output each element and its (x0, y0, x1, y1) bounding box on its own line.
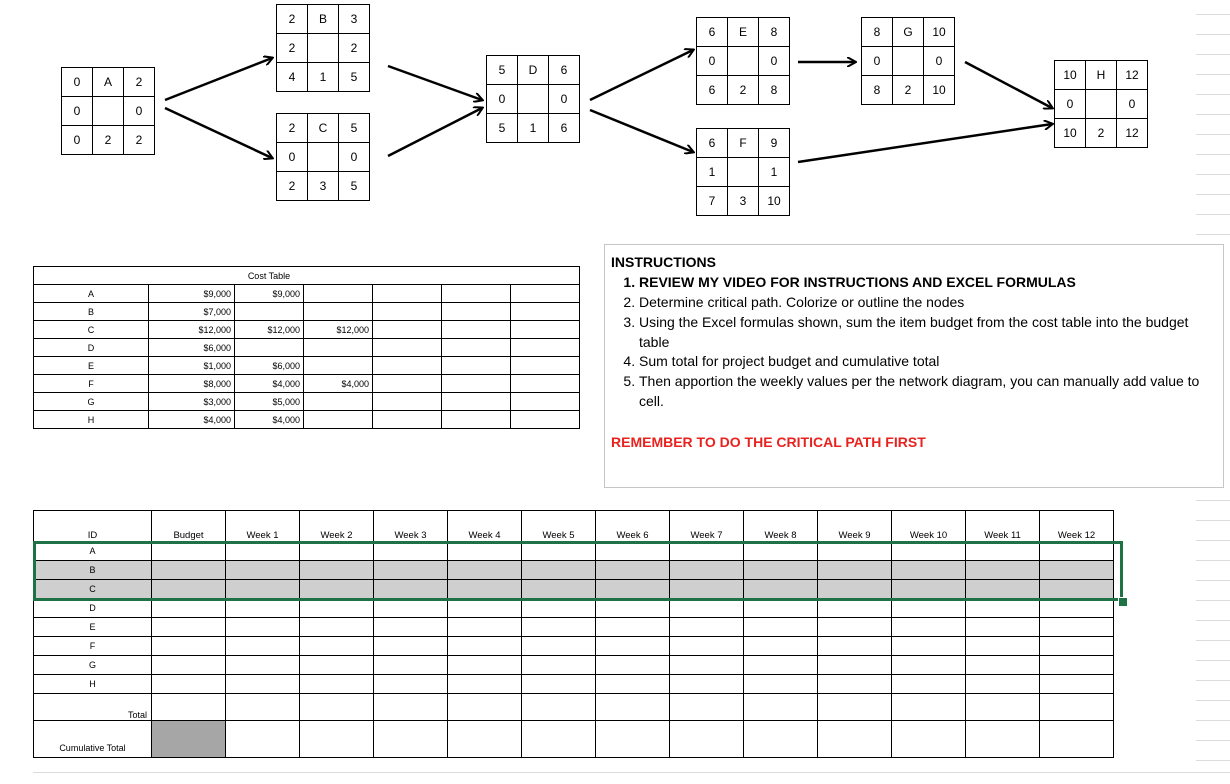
instruction-item: 2. Determine critical path. Colorize or outline the nodes (639, 293, 1217, 313)
node-d-lf: 6 (549, 114, 580, 143)
cost-cell[interactable]: $6,000 (149, 339, 235, 357)
week-cell[interactable] (966, 637, 1040, 656)
week-cell[interactable] (744, 694, 818, 721)
cost-cell[interactable] (511, 339, 580, 357)
node-h-ls: 10 (1055, 119, 1086, 148)
week-cell[interactable] (744, 656, 818, 675)
week-cell[interactable] (744, 599, 818, 618)
node-a[interactable] (61, 67, 155, 155)
week-cell[interactable] (374, 637, 448, 656)
node-e-ef: 8 (759, 18, 790, 47)
cost-cell[interactable]: $6,000 (235, 357, 304, 375)
cost-cell[interactable]: $4,000 (235, 411, 304, 429)
header-week[interactable]: Week 9 (818, 511, 892, 542)
week-cell[interactable] (818, 721, 892, 758)
cost-cell[interactable] (373, 393, 442, 411)
cost-cell[interactable] (511, 357, 580, 375)
week-cell[interactable] (522, 599, 596, 618)
week-cell[interactable] (966, 618, 1040, 637)
node-c-id: C (308, 114, 339, 143)
arrow-a-c (165, 108, 272, 158)
week-cell[interactable] (744, 637, 818, 656)
week-cell[interactable] (300, 618, 374, 637)
cost-row[interactable] (34, 285, 580, 303)
week-cell[interactable] (226, 637, 300, 656)
node-a-es: 0 (62, 68, 93, 97)
week-cell[interactable] (670, 675, 744, 694)
cost-cell[interactable] (511, 393, 580, 411)
node-f-ef: 9 (759, 129, 790, 158)
instruction-item: 3. Using the Excel formulas shown, sum the item budget from the cost table into the budget table (639, 313, 1217, 353)
week-cell[interactable] (744, 675, 818, 694)
node-e-id: E (728, 18, 759, 47)
instruction-item: 5. Then apportion the weekly values per the network diagram, you can manually add value to cell. (639, 372, 1217, 412)
header-week[interactable]: Week 11 (966, 511, 1040, 542)
cost-cell[interactable] (235, 339, 304, 357)
week-cell[interactable] (448, 694, 522, 721)
week-cell[interactable] (892, 694, 966, 721)
week-cell[interactable] (1040, 599, 1114, 618)
node-e-es: 6 (697, 18, 728, 47)
cumulative-budget-cell[interactable] (152, 721, 226, 758)
node-e-slack: 0 (697, 47, 728, 76)
week-cell[interactable] (300, 675, 374, 694)
week-cell[interactable] (966, 675, 1040, 694)
budget-row[interactable] (34, 618, 1114, 637)
week-cell[interactable] (670, 694, 744, 721)
budget-cell[interactable] (152, 637, 226, 656)
budget-cell[interactable] (152, 618, 226, 637)
budget-id[interactable]: C (34, 580, 152, 599)
week-cell[interactable] (300, 637, 374, 656)
cost-cell[interactable]: $9,000 (149, 285, 235, 303)
budget-id[interactable]: B (34, 561, 152, 580)
cost-cell[interactable]: $1,000 (149, 357, 235, 375)
node-h-slack: 0 (1055, 90, 1086, 119)
cost-cell[interactable] (373, 375, 442, 393)
node-b-id: B (308, 5, 339, 34)
cost-cell[interactable]: $5,000 (235, 393, 304, 411)
node-c-slack: 0 (277, 143, 308, 172)
cost-id[interactable]: D (34, 339, 149, 357)
cost-cell[interactable]: $12,000 (149, 321, 235, 339)
total-label[interactable]: Total (34, 694, 152, 721)
node-h-id: H (1086, 61, 1117, 90)
instructions-list (611, 273, 1217, 412)
cost-id[interactable]: F (34, 375, 149, 393)
week-cell[interactable] (596, 637, 670, 656)
cost-row[interactable] (34, 393, 580, 411)
node-c-dur: 3 (308, 172, 339, 201)
cost-cell[interactable] (442, 411, 511, 429)
week-cell[interactable] (818, 618, 892, 637)
node-c-lf: 5 (339, 172, 370, 201)
arrow-c-d (388, 108, 482, 156)
fill-handle[interactable] (1118, 597, 1128, 607)
week-cell[interactable] (522, 675, 596, 694)
header-week[interactable]: Week 4 (448, 511, 522, 542)
node-f-ls: 7 (697, 187, 728, 216)
cumulative-row[interactable] (34, 721, 1114, 758)
cost-table-title: Cost Table (235, 267, 304, 285)
cost-id[interactable]: B (34, 303, 149, 321)
cost-id[interactable]: E (34, 357, 149, 375)
node-c-es: 2 (277, 114, 308, 143)
week-cell[interactable] (818, 656, 892, 675)
node-b-ls: 4 (277, 63, 308, 92)
cost-row[interactable] (34, 321, 580, 339)
week-cell[interactable] (818, 637, 892, 656)
week-cell[interactable] (892, 721, 966, 758)
week-cell[interactable] (522, 721, 596, 758)
node-g-slack: 0 (862, 47, 893, 76)
node-b-slack: 2 (277, 34, 308, 63)
node-a-ls: 0 (62, 126, 93, 155)
header-week[interactable]: Week 2 (300, 511, 374, 542)
week-cell[interactable] (448, 599, 522, 618)
instructions-box[interactable] (604, 244, 1224, 488)
cost-cell[interactable] (373, 303, 442, 321)
node-g-id: G (893, 18, 924, 47)
cost-id[interactable]: G (34, 393, 149, 411)
arrow-f-h (798, 124, 1052, 162)
budget-id[interactable]: H (34, 675, 152, 694)
cost-row[interactable] (34, 375, 580, 393)
week-cell[interactable] (670, 618, 744, 637)
budget-row[interactable] (34, 656, 1114, 675)
node-d-es: 5 (487, 56, 518, 85)
week-cell[interactable] (1040, 721, 1114, 758)
cost-row[interactable] (34, 339, 580, 357)
week-cell[interactable] (448, 721, 522, 758)
week-cell[interactable] (818, 694, 892, 721)
node-c-ef: 5 (339, 114, 370, 143)
cost-table (33, 266, 580, 429)
cost-cell[interactable]: $12,000 (304, 321, 373, 339)
node-f-es: 6 (697, 129, 728, 158)
week-cell[interactable] (744, 721, 818, 758)
header-week[interactable]: Week 3 (374, 511, 448, 542)
cumulative-label[interactable]: Cumulative Total (34, 721, 152, 758)
node-c-slack-r: 0 (339, 143, 370, 172)
node-b-dur: 1 (308, 63, 339, 92)
week-cell[interactable] (966, 694, 1040, 721)
week-cell[interactable] (374, 656, 448, 675)
cost-cell[interactable] (373, 411, 442, 429)
week-cell[interactable] (522, 694, 596, 721)
week-cell[interactable] (892, 599, 966, 618)
week-cell[interactable] (226, 656, 300, 675)
week-cell[interactable] (522, 637, 596, 656)
week-cell[interactable] (670, 721, 744, 758)
cost-cell[interactable] (511, 303, 580, 321)
cost-row[interactable] (34, 411, 580, 429)
header-week[interactable]: Week 12 (1040, 511, 1114, 542)
node-a-slack: 0 (62, 97, 93, 126)
week-cell[interactable] (226, 694, 300, 721)
node-h-ef: 12 (1117, 61, 1148, 90)
budget-id[interactable]: G (34, 656, 152, 675)
cost-cell[interactable] (235, 303, 304, 321)
node-g-dur: 2 (893, 76, 924, 105)
week-cell[interactable] (596, 599, 670, 618)
node-e-dur: 2 (728, 76, 759, 105)
node-a-dur: 2 (93, 126, 124, 155)
header-week[interactable]: Week 8 (744, 511, 818, 542)
arrow-b-d (388, 66, 482, 100)
week-cell[interactable] (596, 694, 670, 721)
cost-cell[interactable] (304, 285, 373, 303)
week-cell[interactable] (1040, 694, 1114, 721)
node-h-dur: 2 (1086, 119, 1117, 148)
week-cell[interactable] (1040, 637, 1114, 656)
header-week[interactable]: Week 10 (892, 511, 966, 542)
week-cell[interactable] (522, 618, 596, 637)
cost-row[interactable] (34, 357, 580, 375)
cost-cell[interactable] (304, 303, 373, 321)
node-g-es: 8 (862, 18, 893, 47)
node-a-ef: 2 (124, 68, 155, 97)
cost-cell[interactable]: $7,000 (149, 303, 235, 321)
budget-cell[interactable] (152, 675, 226, 694)
week-cell[interactable] (892, 656, 966, 675)
cost-cell[interactable]: $8,000 (149, 375, 235, 393)
node-a-lf: 2 (124, 126, 155, 155)
week-cell[interactable] (966, 656, 1040, 675)
cost-cell[interactable]: $9,000 (235, 285, 304, 303)
instruction-item: 4. Sum total for project budget and cumulative total (639, 352, 1217, 372)
cost-cell[interactable]: $12,000 (235, 321, 304, 339)
week-cell[interactable] (1040, 675, 1114, 694)
header-week[interactable]: Week 5 (522, 511, 596, 542)
budget-header-row (34, 511, 1114, 542)
cost-cell[interactable]: $4,000 (304, 375, 373, 393)
arrow-a-b (165, 58, 272, 100)
node-e-ls: 6 (697, 76, 728, 105)
header-week[interactable]: Week 7 (670, 511, 744, 542)
budget-cell[interactable] (152, 599, 226, 618)
node-h-es: 10 (1055, 61, 1086, 90)
arrow-g-h (965, 62, 1052, 108)
cell-selection-range[interactable] (33, 541, 1123, 601)
week-cell[interactable] (300, 599, 374, 618)
node-f-dur: 3 (728, 187, 759, 216)
budget-cell[interactable] (152, 656, 226, 675)
week-cell[interactable] (670, 656, 744, 675)
week-cell[interactable] (522, 656, 596, 675)
week-cell[interactable] (374, 599, 448, 618)
arrow-d-e (590, 50, 693, 100)
week-cell[interactable] (300, 694, 374, 721)
week-cell[interactable] (892, 618, 966, 637)
header-budget[interactable]: Budget (152, 511, 226, 542)
node-e-slack-r: 0 (759, 47, 790, 76)
budget-id[interactable]: A (34, 542, 152, 561)
node-b-es: 2 (277, 5, 308, 34)
week-cell[interactable] (1040, 656, 1114, 675)
node-d-slack: 0 (487, 85, 518, 114)
week-cell[interactable] (892, 675, 966, 694)
cost-cell[interactable] (511, 321, 580, 339)
node-d-ef: 6 (549, 56, 580, 85)
cost-cell[interactable] (442, 375, 511, 393)
node-g-lf: 10 (924, 76, 955, 105)
node-h-slack-r: 0 (1117, 90, 1148, 119)
cost-cell[interactable] (511, 285, 580, 303)
node-h[interactable] (1054, 60, 1148, 148)
node-d-dur: 1 (518, 114, 549, 143)
cost-row[interactable] (34, 303, 580, 321)
week-cell[interactable] (300, 721, 374, 758)
budget-id[interactable]: E (34, 618, 152, 637)
cost-cell[interactable] (304, 411, 373, 429)
week-cell[interactable] (374, 694, 448, 721)
week-cell[interactable] (448, 675, 522, 694)
week-cell[interactable] (596, 721, 670, 758)
cost-cell[interactable] (304, 393, 373, 411)
instructions-heading: INSTRUCTIONS (611, 254, 716, 270)
node-c-ls: 2 (277, 172, 308, 201)
week-cell[interactable] (670, 599, 744, 618)
header-id[interactable]: ID (34, 511, 152, 542)
cost-cell[interactable] (442, 303, 511, 321)
cost-cell[interactable]: $3,000 (149, 393, 235, 411)
week-cell[interactable] (448, 656, 522, 675)
week-cell[interactable] (448, 637, 522, 656)
total-budget-cell[interactable] (152, 694, 226, 721)
header-week[interactable]: Week 1 (226, 511, 300, 542)
node-f-slack: 1 (697, 158, 728, 187)
cost-cell[interactable] (442, 357, 511, 375)
cost-id[interactable]: H (34, 411, 149, 429)
cost-id[interactable]: A (34, 285, 149, 303)
week-cell[interactable] (966, 721, 1040, 758)
node-b[interactable] (276, 4, 370, 92)
node-f-slack-r: 1 (759, 158, 790, 187)
budget-id[interactable]: D (34, 599, 152, 618)
node-d-ls: 5 (487, 114, 518, 143)
cost-cell[interactable] (304, 339, 373, 357)
cost-cell[interactable] (511, 375, 580, 393)
budget-id[interactable]: F (34, 637, 152, 656)
node-b-ef: 3 (339, 5, 370, 34)
node-b-lf: 5 (339, 63, 370, 92)
network-arrows (0, 0, 1230, 240)
node-h-lf: 12 (1117, 119, 1148, 148)
node-c[interactable] (276, 113, 370, 201)
header-week[interactable]: Week 6 (596, 511, 670, 542)
cost-cell[interactable] (442, 285, 511, 303)
week-cell[interactable] (744, 618, 818, 637)
week-cell[interactable] (818, 599, 892, 618)
week-cell[interactable] (596, 656, 670, 675)
week-cell[interactable] (374, 675, 448, 694)
week-cell[interactable] (300, 656, 374, 675)
week-cell[interactable] (226, 599, 300, 618)
week-cell[interactable] (818, 675, 892, 694)
critical-path-reminder: REMEMBER TO DO THE CRITICAL PATH FIRST (611, 434, 926, 450)
node-g[interactable] (861, 17, 955, 105)
week-cell[interactable] (374, 618, 448, 637)
week-cell[interactable] (448, 618, 522, 637)
week-cell[interactable] (596, 675, 670, 694)
node-f-id: F (728, 129, 759, 158)
node-g-slack-r: 0 (924, 47, 955, 76)
week-cell[interactable] (226, 675, 300, 694)
cost-cell[interactable] (373, 321, 442, 339)
week-cell[interactable] (892, 637, 966, 656)
budget-row[interactable] (34, 599, 1114, 618)
node-a-id: A (93, 68, 124, 97)
total-row[interactable] (34, 694, 1114, 721)
cost-cell[interactable] (373, 339, 442, 357)
arrow-d-f (590, 110, 693, 152)
budget-row[interactable] (34, 675, 1114, 694)
cost-cell[interactable] (511, 411, 580, 429)
cost-cell[interactable] (373, 357, 442, 375)
node-b-slack-r: 2 (339, 34, 370, 63)
week-cell[interactable] (374, 721, 448, 758)
cost-cell[interactable] (442, 393, 511, 411)
week-cell[interactable] (1040, 618, 1114, 637)
node-a-slack-r: 0 (124, 97, 155, 126)
node-d-id: D (518, 56, 549, 85)
node-d[interactable] (486, 55, 580, 143)
week-cell[interactable] (226, 618, 300, 637)
week-cell[interactable] (226, 721, 300, 758)
cost-cell[interactable] (442, 321, 511, 339)
cost-cell[interactable]: $4,000 (149, 411, 235, 429)
week-cell[interactable] (670, 637, 744, 656)
week-cell[interactable] (966, 599, 1040, 618)
cost-cell[interactable] (373, 285, 442, 303)
cost-cell[interactable]: $4,000 (235, 375, 304, 393)
cost-cell[interactable] (304, 357, 373, 375)
node-e[interactable] (696, 17, 790, 105)
node-g-ef: 10 (924, 18, 955, 47)
node-g-ls: 8 (862, 76, 893, 105)
node-e-lf: 8 (759, 76, 790, 105)
cost-cell[interactable] (442, 339, 511, 357)
instruction-item: 1. REVIEW MY VIDEO FOR INSTRUCTIONS AND EXCEL FORMULAS (639, 273, 1217, 293)
budget-row[interactable] (34, 637, 1114, 656)
node-f[interactable] (696, 128, 790, 216)
node-d-slack-r: 0 (549, 85, 580, 114)
cost-id[interactable]: C (34, 321, 149, 339)
week-cell[interactable] (596, 618, 670, 637)
node-f-lf: 10 (759, 187, 790, 216)
